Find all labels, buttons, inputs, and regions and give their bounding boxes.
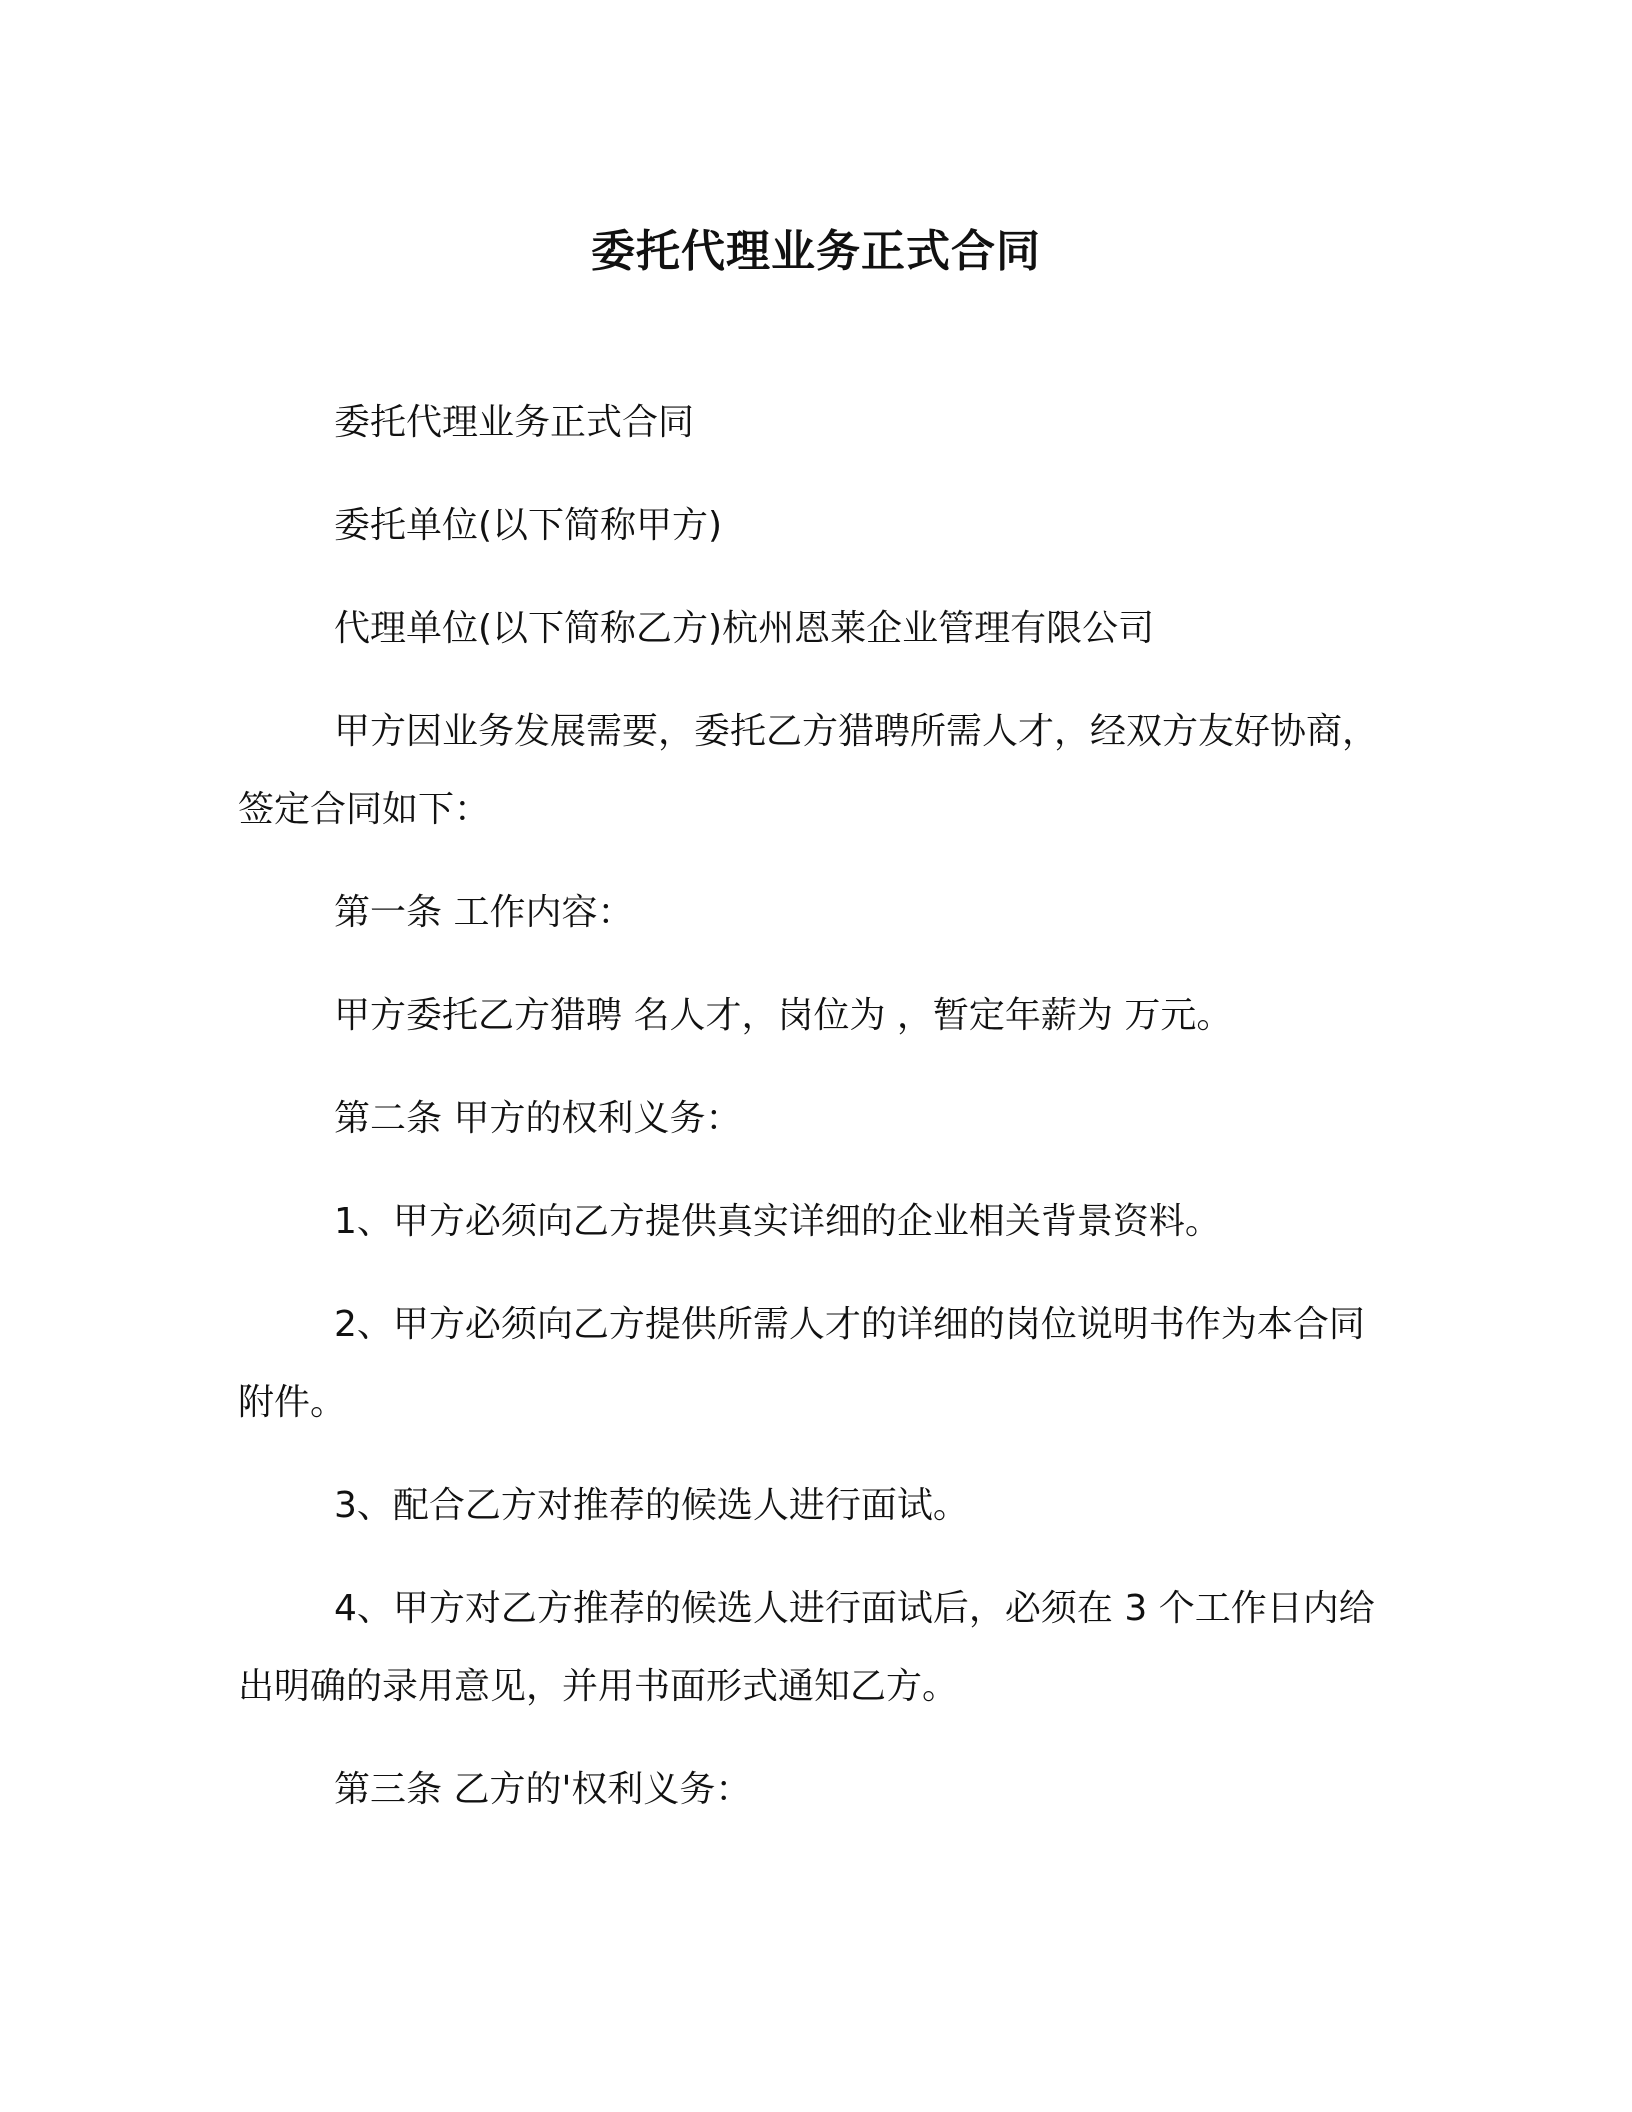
article-2-item-2: 2、甲方必须向乙方提供所需人才的详细的岗位说明书作为本合同附件。 xyxy=(238,1304,1365,1423)
paragraph-party-a: 委托单位(以下简称甲方) xyxy=(334,505,723,546)
paragraph-party-b: 代理单位(以下简称乙方)杭州恩莱企业管理有限公司 xyxy=(334,608,1155,649)
paragraph-heading-repeat: 委托代理业务正式合同 xyxy=(334,402,695,443)
article-1-heading: 第一条 工作内容： xyxy=(334,892,634,933)
article-1-content: 甲方委托乙方猎聘 名人才，岗位为 ，暂定年薪为 万元。 xyxy=(334,995,1233,1036)
article-3-heading: 第三条 乙方的'权利义务： xyxy=(334,1769,752,1810)
article-2-heading: 第二条 甲方的权利义务： xyxy=(334,1098,742,1139)
document-title: 委托代理业务正式合同 xyxy=(591,226,1041,277)
article-2-item-1: 1、甲方必须向乙方提供真实详细的企业相关背景资料。 xyxy=(334,1201,1221,1242)
paragraph-preamble: 甲方因业务发展需要，委托乙方猎聘所需人才，经双方友好协商，签定合同如下： xyxy=(238,711,1379,830)
article-2-item-4: 4、甲方对乙方推荐的候选人进行面试后，必须在 3 个工作日内给出明确的录用意见，并用书面形式通知乙方。 xyxy=(238,1588,1375,1707)
article-2-item-3: 3、配合乙方对推荐的候选人进行面试。 xyxy=(334,1485,969,1526)
